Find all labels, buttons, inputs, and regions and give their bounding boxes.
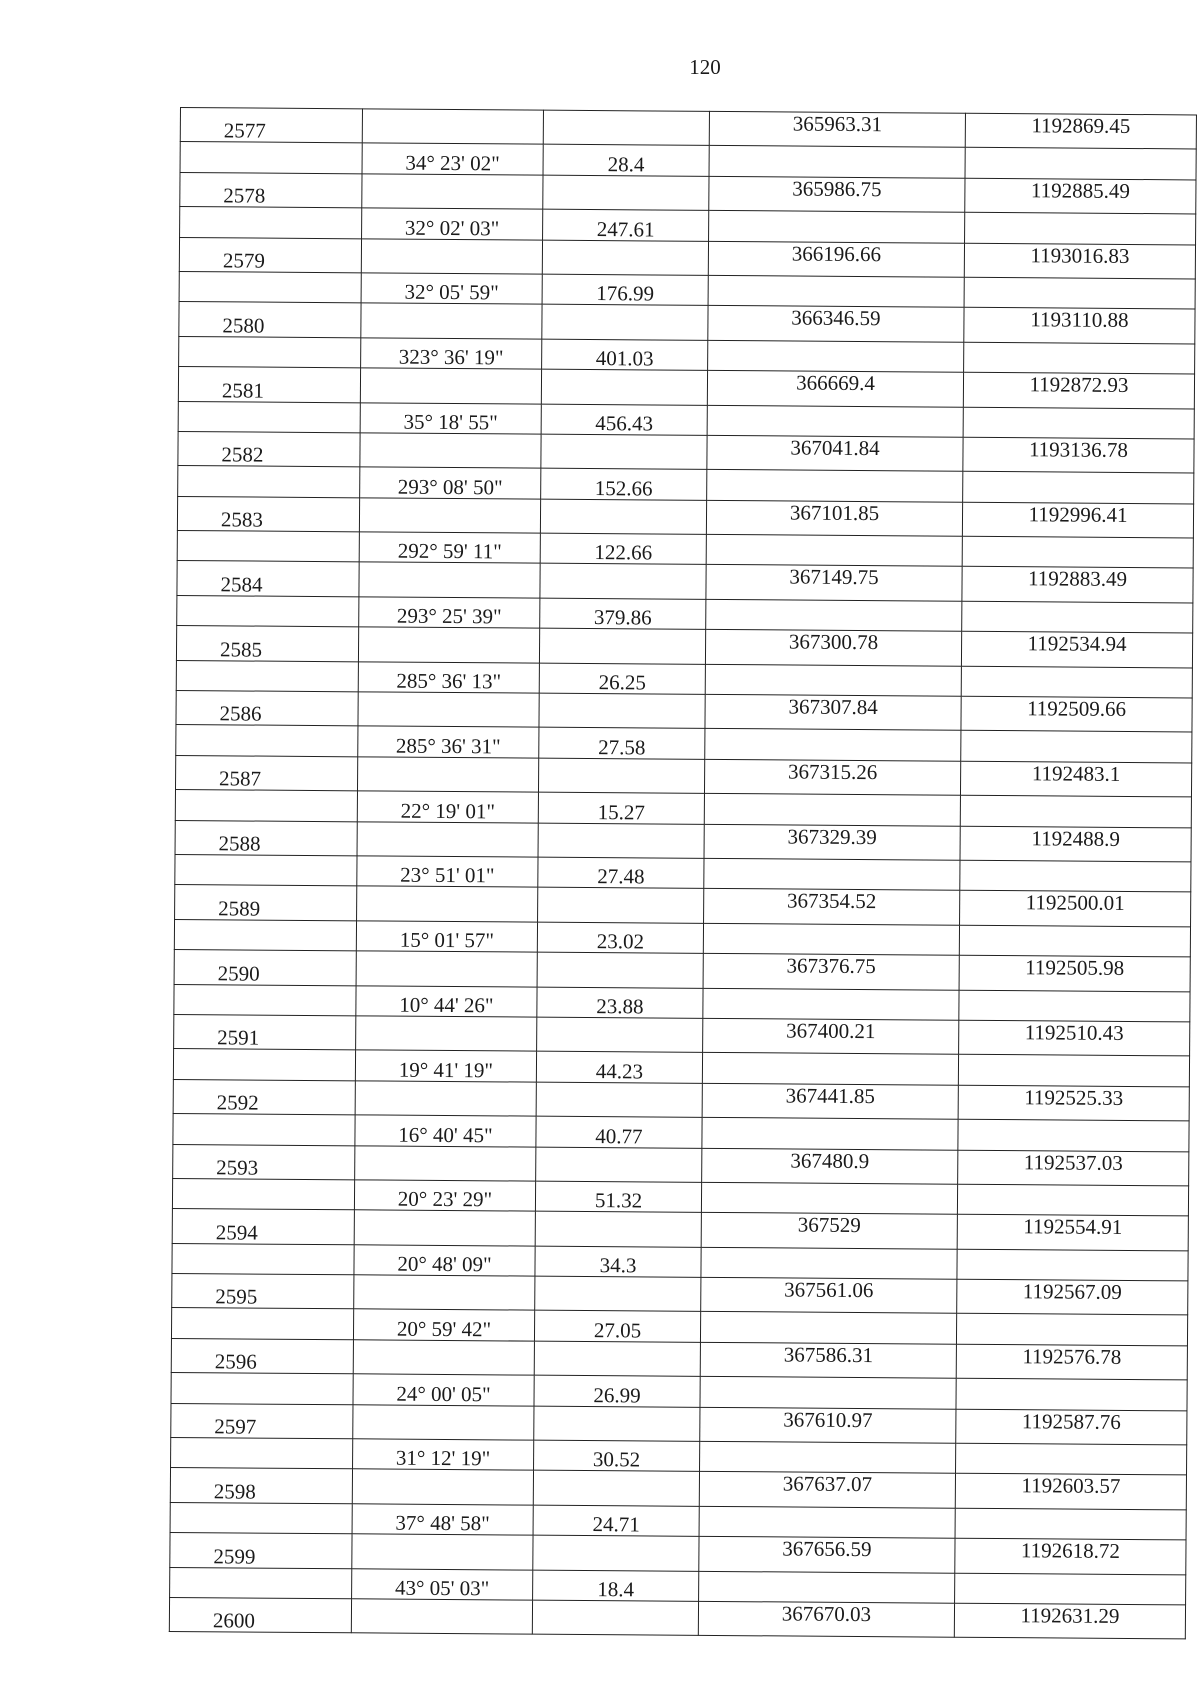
point-id: 2593: [173, 1144, 355, 1180]
empty-cell: [352, 1534, 533, 1570]
bearing-value: 22° 19' 01": [357, 791, 538, 823]
empty-cell: [534, 1341, 700, 1377]
bearing-value: 31° 12' 19": [353, 1439, 534, 1471]
point-id: 2599: [170, 1533, 352, 1569]
bearing-value: 24° 00' 05": [353, 1374, 534, 1406]
empty-cell: [180, 207, 362, 239]
distance-value: 27.58: [539, 728, 705, 760]
point-id: 2598: [170, 1468, 352, 1504]
point-id: 2587: [175, 755, 357, 791]
empty-cell: [707, 470, 963, 502]
empty-cell: [709, 146, 965, 178]
empty-cell: [178, 401, 360, 433]
empty-cell: [361, 238, 542, 274]
empty-cell: [361, 303, 542, 339]
empty-cell: [707, 405, 963, 437]
empty-cell: [961, 666, 1192, 698]
northing-value: 367529: [701, 1213, 957, 1249]
empty-cell: [354, 1210, 535, 1246]
empty-cell: [956, 1314, 1187, 1346]
empty-cell: [360, 368, 541, 404]
distance-value: 26.25: [539, 663, 705, 695]
northing-value: 367586.31: [700, 1342, 956, 1378]
point-id: 2595: [172, 1274, 354, 1310]
empty-cell: [171, 1308, 353, 1340]
distance-value: 18.4: [533, 1570, 699, 1602]
point-id: 2594: [172, 1209, 354, 1245]
easting-value: 1192525.33: [958, 1085, 1189, 1121]
empty-cell: [960, 795, 1191, 827]
distance-value: 379.86: [540, 598, 706, 630]
empty-cell: [543, 110, 709, 146]
easting-value: 1192996.41: [962, 502, 1193, 538]
northing-value: 366196.66: [708, 241, 964, 277]
easting-value: 1192869.45: [965, 113, 1196, 149]
northing-value: 367354.52: [704, 889, 960, 925]
northing-value: 366346.59: [708, 306, 964, 342]
bearing-value: 15° 01' 57": [356, 921, 537, 953]
empty-cell: [961, 731, 1192, 763]
empty-cell: [540, 499, 706, 535]
empty-cell: [959, 990, 1190, 1022]
distance-value: 26.99: [534, 1375, 700, 1407]
survey-table-wrapper: [169, 107, 1172, 1633]
northing-value: 367656.59: [699, 1537, 955, 1573]
easting-value: 1192883.49: [962, 567, 1193, 603]
empty-cell: [178, 466, 360, 498]
distance-value: 34.3: [535, 1246, 701, 1278]
easting-value: 1192505.98: [959, 955, 1190, 991]
distance-value: 15.27: [538, 792, 704, 824]
bearing-value: 32° 05' 59": [361, 273, 542, 305]
point-id: 2588: [175, 820, 357, 856]
empty-cell: [956, 1378, 1187, 1410]
northing-value: 367307.84: [705, 694, 961, 730]
empty-cell: [180, 142, 362, 174]
empty-cell: [179, 271, 361, 303]
northing-value: 367376.75: [703, 954, 959, 990]
northing-value: 367637.07: [699, 1472, 955, 1508]
empty-cell: [179, 336, 361, 368]
empty-cell: [701, 1182, 957, 1214]
empty-cell: [173, 1114, 355, 1146]
distance-value: 176.99: [542, 274, 708, 306]
northing-value: 367670.03: [698, 1601, 954, 1637]
empty-cell: [535, 1276, 701, 1312]
empty-cell: [171, 1373, 353, 1405]
empty-cell: [957, 1184, 1188, 1216]
northing-value: 367315.26: [704, 759, 960, 795]
empty-cell: [538, 758, 704, 794]
empty-cell: [708, 275, 964, 307]
bearing-value: 20° 23' 29": [354, 1180, 535, 1212]
bearing-value: 20° 48' 09": [354, 1244, 535, 1276]
easting-value: 1192567.09: [957, 1279, 1188, 1315]
point-id: 2581: [178, 367, 360, 403]
empty-cell: [700, 1377, 956, 1409]
bearing-value: 293° 08' 50": [360, 467, 541, 499]
point-id: 2596: [171, 1338, 353, 1374]
empty-cell: [175, 790, 357, 822]
point-id: 2590: [174, 950, 356, 986]
northing-value: 367441.85: [702, 1083, 958, 1119]
point-id: 2597: [171, 1403, 353, 1439]
empty-cell: [543, 175, 709, 211]
point-id: 2579: [179, 237, 361, 273]
distance-value: 401.03: [542, 339, 708, 371]
bearing-value: 10° 44' 26": [356, 985, 537, 1017]
point-id: 2589: [175, 885, 357, 921]
empty-cell: [173, 1049, 355, 1081]
empty-cell: [359, 562, 540, 598]
bearing-value: 19° 41' 19": [355, 1050, 536, 1082]
empty-cell: [536, 1147, 702, 1183]
distance-value: 28.4: [543, 145, 709, 177]
empty-cell: [703, 923, 959, 955]
empty-cell: [352, 1469, 533, 1505]
empty-cell: [359, 498, 540, 534]
empty-cell: [705, 664, 961, 696]
empty-cell: [174, 919, 356, 951]
distance-value: 23.02: [537, 922, 703, 954]
empty-cell: [355, 1145, 536, 1181]
bearing-value: 292° 59' 11": [359, 532, 540, 564]
empty-cell: [358, 692, 539, 728]
easting-value: 1192631.29: [954, 1603, 1185, 1639]
empty-cell: [955, 1508, 1186, 1540]
empty-cell: [170, 1502, 352, 1534]
easting-value: 1192483.1: [960, 761, 1191, 797]
distance-value: 44.23: [536, 1051, 702, 1083]
bearing-value: 16° 40' 45": [355, 1115, 536, 1147]
bearing-value: 35° 18' 55": [360, 402, 541, 434]
survey-table-body: [169, 108, 1196, 1640]
empty-cell: [176, 660, 358, 692]
northing-value: 367480.9: [702, 1148, 958, 1184]
empty-cell: [700, 1441, 956, 1473]
easting-value: 1192885.49: [965, 178, 1196, 214]
empty-cell: [962, 601, 1193, 633]
empty-cell: [965, 212, 1196, 244]
empty-cell: [174, 984, 356, 1016]
empty-cell: [703, 988, 959, 1020]
northing-value: 365963.31: [709, 111, 965, 147]
easting-value: 1192509.66: [961, 696, 1192, 732]
easting-value: 1193136.78: [963, 437, 1194, 473]
empty-cell: [539, 628, 705, 664]
northing-value: 367300.78: [705, 630, 961, 666]
empty-cell: [962, 536, 1193, 568]
empty-cell: [704, 858, 960, 890]
empty-cell: [963, 472, 1194, 504]
empty-cell: [170, 1567, 352, 1599]
northing-value: 367101.85: [706, 500, 962, 536]
distance-value: 152.66: [541, 468, 707, 500]
empty-cell: [540, 564, 706, 600]
easting-value: 1192872.93: [963, 372, 1194, 408]
bearing-value: 293° 25' 39": [359, 597, 540, 629]
point-id: 2592: [173, 1079, 355, 1115]
empty-cell: [965, 148, 1196, 180]
empty-cell: [536, 1082, 702, 1118]
bearing-value: 37° 48' 58": [352, 1504, 533, 1536]
easting-value: 1193110.88: [964, 308, 1195, 344]
empty-cell: [177, 531, 359, 563]
empty-cell: [357, 757, 538, 793]
point-id: 2580: [179, 302, 361, 338]
distance-value: 40.77: [536, 1116, 702, 1148]
distance-value: 51.32: [535, 1181, 701, 1213]
empty-cell: [964, 277, 1195, 309]
empty-cell: [534, 1406, 700, 1442]
empty-cell: [357, 886, 538, 922]
empty-cell: [537, 1017, 703, 1053]
distance-value: 456.43: [541, 404, 707, 436]
easting-value: 1192587.76: [956, 1409, 1187, 1445]
point-id: 2591: [174, 1014, 356, 1050]
bearing-value: 34° 23' 02": [362, 143, 543, 175]
empty-cell: [354, 1275, 535, 1311]
distance-value: 30.52: [534, 1440, 700, 1472]
point-id: 2585: [176, 626, 358, 662]
northing-value: 367561.06: [701, 1277, 957, 1313]
empty-cell: [706, 534, 962, 566]
distance-value: 247.61: [543, 209, 709, 241]
distance-value: 24.71: [533, 1505, 699, 1537]
empty-cell: [963, 407, 1194, 439]
empty-cell: [351, 1599, 532, 1635]
empty-cell: [177, 595, 359, 627]
empty-cell: [700, 1312, 956, 1344]
bearing-value: 285° 36' 13": [358, 661, 539, 693]
page-number: 120: [689, 55, 721, 79]
empty-cell: [362, 109, 543, 145]
bearing-value: 32° 02' 03": [362, 208, 543, 240]
empty-cell: [533, 1471, 699, 1507]
empty-cell: [356, 951, 537, 987]
empty-cell: [958, 1055, 1189, 1087]
bearing-value: 20° 59' 42": [353, 1309, 534, 1341]
empty-cell: [539, 693, 705, 729]
northing-value: 367400.21: [703, 1018, 959, 1054]
empty-cell: [699, 1506, 955, 1538]
northing-value: 367149.75: [706, 565, 962, 601]
empty-cell: [541, 434, 707, 470]
empty-cell: [542, 240, 708, 276]
bearing-value: 43° 05' 03": [352, 1568, 533, 1600]
easting-value: 1192576.78: [956, 1344, 1187, 1380]
northing-value: 366669.4: [707, 370, 963, 406]
point-id: 2578: [180, 172, 362, 208]
easting-value: 1192537.03: [958, 1150, 1189, 1186]
northing-value: 367041.84: [707, 435, 963, 471]
easting-value: 1192510.43: [959, 1020, 1190, 1056]
empty-cell: [702, 1053, 958, 1085]
empty-cell: [702, 1117, 958, 1149]
empty-cell: [355, 1081, 536, 1117]
empty-cell: [356, 1016, 537, 1052]
empty-cell: [538, 823, 704, 859]
empty-cell: [175, 854, 357, 886]
empty-cell: [704, 794, 960, 826]
empty-cell: [538, 888, 704, 924]
empty-cell: [176, 725, 358, 757]
empty-cell: [172, 1178, 354, 1210]
empty-cell: [171, 1437, 353, 1469]
empty-cell: [537, 952, 703, 988]
distance-value: 27.05: [534, 1311, 700, 1343]
empty-cell: [362, 174, 543, 210]
easting-value: 1192554.91: [957, 1215, 1188, 1251]
empty-cell: [353, 1340, 534, 1376]
empty-cell: [533, 1535, 699, 1571]
point-id: 2582: [178, 431, 360, 467]
northing-value: 367610.97: [700, 1407, 956, 1443]
empty-cell: [357, 821, 538, 857]
easting-value: 1192488.9: [960, 826, 1191, 862]
point-id: 2577: [180, 108, 362, 144]
empty-cell: [701, 1247, 957, 1279]
bearing-value: 323° 36' 19": [361, 338, 542, 370]
point-id: 2584: [177, 561, 359, 597]
empty-cell: [955, 1573, 1186, 1605]
easting-value: 1192534.94: [961, 631, 1192, 667]
empty-cell: [541, 369, 707, 405]
point-id: 2583: [177, 496, 359, 532]
empty-cell: [958, 1119, 1189, 1151]
empty-cell: [705, 729, 961, 761]
northing-value: 367329.39: [704, 824, 960, 860]
easting-value: 1192603.57: [955, 1474, 1186, 1510]
empty-cell: [353, 1404, 534, 1440]
survey-coordinates-table: [169, 107, 1197, 1640]
point-id: 2600: [169, 1597, 351, 1633]
empty-cell: [706, 599, 962, 631]
empty-cell: [960, 860, 1191, 892]
empty-cell: [360, 433, 541, 469]
empty-cell: [957, 1249, 1188, 1281]
empty-cell: [699, 1571, 955, 1603]
northing-value: 365986.75: [709, 176, 965, 212]
bearing-value: 23° 51' 01": [357, 856, 538, 888]
empty-cell: [532, 1600, 698, 1636]
empty-cell: [708, 340, 964, 372]
empty-cell: [959, 925, 1190, 957]
point-row: [169, 1597, 1185, 1639]
point-id: 2586: [176, 691, 358, 727]
easting-value: 1192618.72: [955, 1538, 1186, 1574]
distance-value: 27.48: [538, 857, 704, 889]
empty-cell: [709, 211, 965, 243]
empty-cell: [358, 627, 539, 663]
bearing-value: 285° 36' 31": [358, 726, 539, 758]
easting-value: 1192500.01: [960, 891, 1191, 927]
empty-cell: [956, 1443, 1187, 1475]
distance-value: 122.66: [540, 533, 706, 565]
distance-value: 23.88: [537, 987, 703, 1019]
empty-cell: [964, 342, 1195, 374]
empty-cell: [535, 1211, 701, 1247]
empty-cell: [542, 305, 708, 341]
easting-value: 1193016.83: [964, 243, 1195, 279]
empty-cell: [172, 1243, 354, 1275]
